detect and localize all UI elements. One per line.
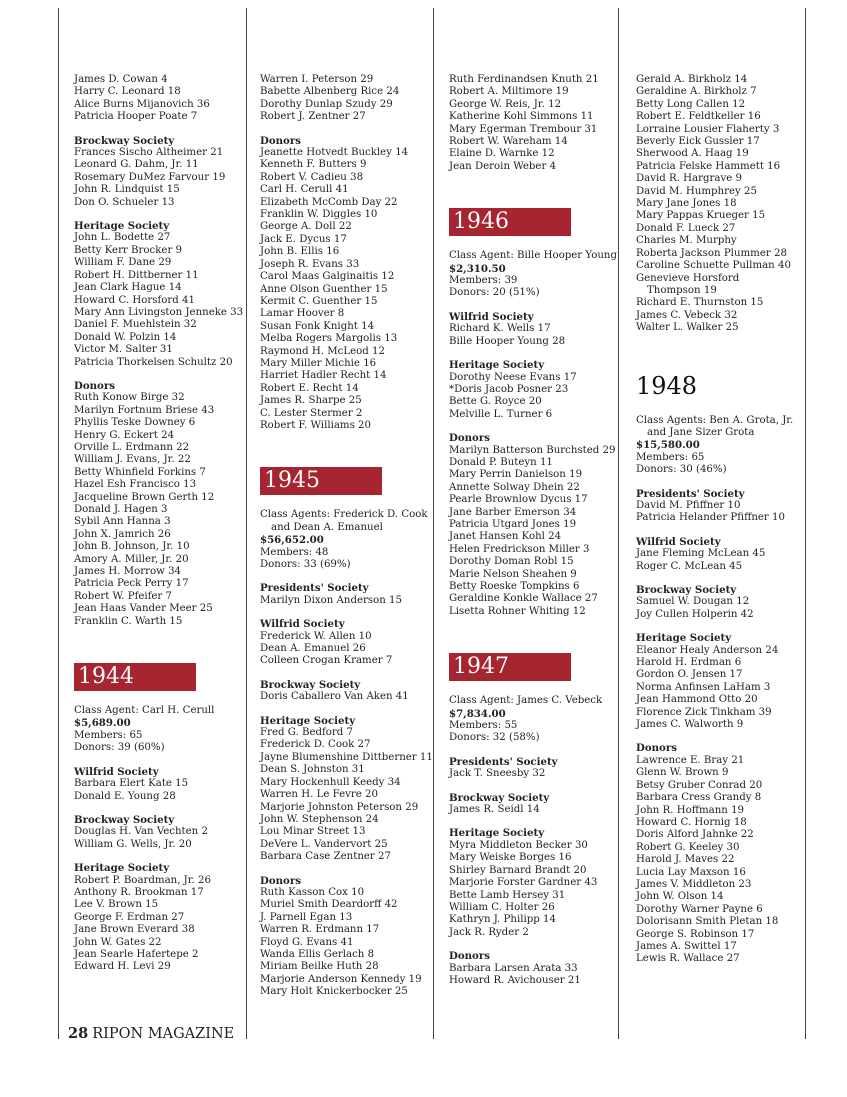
class-members-count: Members: 65 (636, 451, 705, 463)
donor-name: Carol Maas Galginaitis 12 (260, 271, 395, 283)
donor-name: John W. Olson 14 (636, 891, 724, 903)
donor-name: Geraldine A. Birkholz 7 (636, 86, 757, 98)
class-agent: Class Agent: Carl H. Cerull (74, 705, 215, 717)
donor-name: Melville L. Turner 6 (449, 408, 553, 420)
donor-name: Mary Egerman Trembour 31 (449, 123, 598, 135)
section-heading: Heritage Society (74, 862, 170, 875)
section-heading: Presidents' Society (260, 582, 369, 595)
donor-name: Wanda Ellis Gerlach 8 (260, 948, 375, 960)
donor-name: Orville L. Erdmann 22 (74, 441, 190, 453)
donor-name: James R. Sharpe 25 (260, 395, 362, 407)
donor-name: John B. Ellis 16 (260, 246, 340, 258)
donor-name: Howard R. Avichouser 21 (449, 974, 581, 986)
donor-name: Betsy Gruber Conrad 20 (636, 779, 763, 791)
donor-name: Raymond H. McLeod 12 (260, 345, 385, 357)
donor-name: Donald E. Young 28 (74, 790, 176, 802)
donor-name: Dorothy Dunlap Szudy 29 (260, 98, 393, 110)
donor-name: Mary Miller Michie 16 (260, 357, 377, 369)
donor-name: George W. Reis, Jr. 12 (449, 98, 562, 110)
donor-name: Franklin C. Warth 15 (74, 615, 183, 627)
donor-column-1 (74, 74, 243, 974)
section-heading: Donors (449, 950, 490, 963)
donor-name: Richard K. Wells 17 (449, 323, 551, 335)
donor-name: Rosemary DuMez Farvour 19 (74, 171, 226, 183)
donor-name: Bette G. Royce 20 (449, 396, 542, 408)
donor-name: William J. Evans, Jr. 22 (74, 454, 191, 466)
section-heading: Presidents' Society (449, 755, 558, 768)
donor-name: John W. Gates 22 (74, 936, 162, 948)
donor-name: Fred G. Bedford 7 (260, 727, 354, 739)
column-rule (246, 8, 247, 1039)
class-total-amount: $2,310.50 (449, 262, 506, 275)
donor-name: Janet Hansen Kohl 24 (449, 531, 562, 543)
donor-name: Frederick D. Cook 27 (260, 739, 371, 751)
donor-name: Patricia Thorkelsen Schultz 20 (74, 356, 233, 368)
donor-name: Caroline Schuette Pullman 40 (636, 260, 791, 272)
donor-name: Harold H. Erdman 6 (636, 657, 742, 669)
class-agent: Class Agents: Frederick D. Cook (260, 509, 428, 521)
donor-name: Carl H. Cerull 41 (260, 184, 349, 196)
section-heading: Donors (260, 134, 301, 147)
donor-name: Harry C. Leonard 18 (74, 86, 181, 98)
donor-name: William F. Dane 29 (74, 257, 172, 269)
donor-name: Barbara Larsen Arata 33 (449, 962, 578, 974)
class-total-amount: $5,689.00 (74, 717, 131, 730)
donor-name: Elizabeth McComb Day 22 (260, 196, 398, 208)
donor-name: John X. Jamrich 26 (74, 528, 171, 540)
donor-name: Robert H. Dittberner 11 (74, 269, 199, 281)
class-agent: and Jane Sizer Grota (647, 426, 755, 438)
class-total-amount: $56,652.00 (260, 534, 324, 547)
donor-name: John B. Johnson, Jr. 10 (74, 541, 190, 553)
donor-name: Betty Long Callen 12 (636, 98, 746, 110)
donor-name: Elaine D. Warnke 12 (449, 148, 555, 160)
donor-name: Robert E. Recht 14 (260, 382, 359, 394)
donor-name: Don O. Schueler 13 (74, 196, 175, 208)
donor-name: Richard E. Thurnston 15 (636, 297, 764, 309)
donor-name: Hazel Esh Francisco 13 (74, 479, 197, 491)
donor-name: Annette Solway Dhein 22 (449, 481, 580, 493)
donor-column-3 (449, 74, 617, 987)
donor-name: Patricia Peck Perry 17 (74, 578, 189, 590)
class-agent: Class Agent: Bille Hooper Young (449, 250, 618, 262)
class-total-amount: $7,834.00 (449, 707, 506, 720)
donor-name: Robert W. Wareham 14 (449, 136, 568, 148)
column-rule (433, 8, 434, 1039)
column-rule (805, 8, 806, 1039)
donor-name: Genevieve Horsford (636, 272, 740, 284)
donor-name: Betty Whinfield Forkins 7 (74, 466, 206, 478)
donor-name: Colleen Crogan Kramer 7 (260, 655, 393, 667)
section-heading: Heritage Society (449, 827, 545, 840)
donor-name: Lee V. Brown 15 (74, 899, 159, 911)
donor-name: Pearle Brownlow Dycus 17 (449, 494, 588, 506)
donor-name: Robert J. Zentner 27 (260, 111, 366, 123)
donor-name: Jane Fleming McLean 45 (636, 548, 766, 560)
donor-name: Sherwood A. Haag 19 (636, 148, 749, 160)
donor-name: Dorothy Neese Evans 17 (449, 371, 577, 383)
donor-name: John R. Hoffmann 19 (636, 804, 745, 816)
donor-name: Geraldine Konkle Wallace 27 (449, 593, 598, 605)
donor-name: Katherine Kohl Simmons 11 (449, 111, 594, 123)
donor-name: Roberta Jackson Plummer 28 (636, 247, 787, 259)
donor-name: Marilyn Batterson Burchsted 29 (449, 444, 616, 456)
donor-name: Thompson 19 (647, 284, 717, 296)
donor-name: Victor M. Salter 31 (74, 344, 173, 356)
donor-name: Barbara Case Zentner 27 (260, 851, 391, 863)
class-agent: Class Agent: James C. Vebeck (449, 695, 603, 707)
donor-name: *Doris Jacob Posner 23 (449, 383, 569, 395)
donor-name: Doris Caballero Van Aken 41 (260, 691, 409, 703)
page-footer (68, 1025, 234, 1042)
column-rule (58, 8, 59, 1039)
section-heading: Heritage Society (636, 632, 732, 645)
donor-name: Robert W. Pfeifer 7 (74, 590, 173, 602)
donor-name: Kermit C. Guenther 15 (260, 295, 378, 307)
donor-name: Mary Weiske Borges 16 (449, 852, 572, 864)
donor-name: Jack R. Ryder 2 (449, 926, 529, 938)
class-agent: Class Agents: Ben A. Grota, Jr. (636, 414, 794, 426)
donor-name: Anthony R. Brookman 17 (74, 886, 204, 898)
section-heading: Donors (449, 432, 490, 445)
donor-name: Jean Clark Hague 14 (74, 282, 182, 294)
donor-name: George S. Robinson 17 (636, 928, 755, 940)
donor-name: Lorraine Lousier Flaherty 3 (636, 123, 780, 135)
donor-name: Ruth Konow Birge 32 (74, 392, 185, 404)
donor-name: Anne Olson Guenther 15 (260, 283, 388, 295)
donor-name: James V. Middleton 23 (636, 878, 752, 890)
donor-name: Myra Middleton Becker 30 (449, 839, 588, 851)
donor-name: Dorothy Warner Payne 6 (636, 903, 763, 915)
donor-name: Jean Haas Vander Meer 25 (74, 603, 213, 615)
donor-name: Donald J. Hagen 3 (74, 504, 168, 515)
donor-name: Samuel W. Dougan 12 (636, 596, 750, 608)
donor-name: Charles M. Murphy (636, 235, 737, 247)
class-agent: and Dean A. Emanuel (271, 521, 383, 533)
donor-name: Joseph R. Evans 33 (260, 258, 360, 270)
donor-name: Warren H. Le Fevre 20 (260, 789, 379, 801)
donor-name: Jacqueline Brown Gerth 12 (74, 491, 215, 503)
donor-name: Lamar Hoover 8 (260, 308, 345, 320)
class-members-count: Members: 55 (449, 720, 518, 732)
donor-name: Helen Fredrickson Miller 3 (449, 543, 590, 555)
donor-name: Patricia Hooper Poate 7 (74, 111, 198, 123)
class-year-heading: 1947 (449, 653, 571, 681)
donor-name: Betty Kerr Brocker 9 (74, 244, 183, 256)
donor-name: George A. Doll 22 (260, 221, 352, 233)
donor-name: David M. Humphrey 25 (636, 185, 757, 197)
section-heading: Brockway Society (636, 584, 737, 596)
donor-name: Robert F. Williams 20 (260, 419, 372, 431)
donor-name: Donald F. Lueck 27 (636, 222, 736, 234)
donor-name: Marilyn Dixon Anderson 15 (260, 594, 403, 606)
donor-name: Robert V. Cadieu 38 (260, 171, 364, 183)
donor-name: Babette Albenberg Rice 24 (260, 86, 400, 98)
section-heading: Brockway Society (260, 678, 361, 691)
donor-name: Dolorisann Smith Pletan 18 (636, 916, 779, 928)
donor-name: Floyd G. Evans 41 (260, 936, 354, 948)
donor-name: Frederick W. Allen 10 (260, 630, 372, 642)
donor-name: Sybil Ann Hanna 3 (74, 516, 171, 528)
donor-name: Robert E. Feldtkeller 16 (636, 111, 761, 123)
donor-name: Mary Holt Knickerbocker 25 (260, 986, 408, 998)
column-rule (618, 8, 619, 1039)
donor-name: John L. Bodette 27 (74, 232, 171, 244)
donor-name: Kenneth F. Butters 9 (260, 159, 367, 171)
section-heading: Wilfrid Society (260, 618, 345, 631)
donor-name: Gerald A. Birkholz 14 (636, 74, 748, 85)
donor-name: Marie Nelson Sheahen 9 (449, 568, 577, 580)
donor-name: Jane Brown Everard 38 (74, 924, 195, 936)
section-heading: Donors (74, 379, 115, 392)
donor-name: James A. Swittel 17 (636, 940, 737, 952)
donor-name: Mary Jane Jones 18 (636, 198, 737, 210)
donor-name: Mary Hockenhull Keedy 34 (260, 776, 401, 788)
donor-name: Patricia Felske Hammett 16 (636, 160, 781, 172)
section-heading: Heritage Society (260, 714, 356, 727)
donor-name: Leonard G. Dahm, Jr. 11 (74, 159, 199, 171)
donor-name: Robert P. Boardman, Jr. 26 (74, 874, 211, 886)
donor-name: Miriam Beilke Huth 28 (260, 961, 379, 973)
donor-name: John R. Lindquist 15 (74, 184, 180, 196)
donor-name: Doris Alford Jahnke 22 (636, 829, 754, 841)
donor-name: Barbara Elert Kate 15 (74, 778, 189, 790)
donor-name: Alice Burns Mijanovich 36 (74, 98, 210, 110)
section-heading: Donors (636, 742, 677, 755)
donor-name: Marjorie Johnston Peterson 29 (260, 801, 419, 813)
donor-name: Dean A. Emanuel 26 (260, 643, 366, 655)
donor-name: C. Lester Stermer 2 (260, 407, 363, 419)
class-year-heading: 1948 (636, 371, 698, 400)
donor-name: Jean Searle Hafertepe 2 (74, 948, 199, 960)
donor-name: James D. Cowan 4 (74, 74, 168, 85)
section-heading: Wilfrid Society (636, 535, 721, 548)
donor-name: Bille Hooper Young 28 (449, 335, 566, 347)
class-year-heading: 1944 (74, 663, 196, 691)
section-heading: Brockway Society (449, 791, 550, 804)
donor-name: Ruth Kasson Cox 10 (260, 886, 365, 898)
donor-name: Jack T. Sneesby 32 (449, 768, 546, 780)
donor-name: Howard C. Hornig 18 (636, 816, 747, 828)
donor-name: Harriet Hadler Recht 14 (260, 370, 387, 382)
donor-name: Patricia Utgard Jones 19 (449, 518, 577, 530)
donor-name: Marjorie Anderson Kennedy 19 (260, 973, 422, 985)
donor-name: Jayne Blumenshine Dittberner 11 (260, 751, 433, 763)
class-donors-count: Donors: 20 (51%) (449, 287, 540, 299)
donor-name: Donald W. Polzin 14 (74, 331, 177, 343)
donor-name: J. Parnell Egan 13 (260, 911, 353, 923)
donor-name: William G. Wells, Jr. 20 (74, 838, 192, 850)
class-members-count: Members: 65 (74, 729, 143, 741)
donor-name: Jeanette Hotvedt Buckley 14 (260, 147, 409, 159)
donor-name: Barbara Cress Grandy 8 (636, 792, 762, 804)
donor-name: Gordon O. Jensen 17 (636, 669, 743, 681)
donor-name: Glenn W. Brown 9 (636, 767, 729, 779)
donor-name: Beverly Eick Gussler 17 (636, 136, 760, 148)
donor-column-4 (636, 74, 793, 966)
donor-name: Roger C. McLean 45 (636, 560, 743, 572)
donor-name: John W. Stephenson 24 (260, 813, 379, 825)
donor-name: Norma Anfinsen LaHam 3 (636, 681, 771, 693)
donor-name: James H. Morrow 34 (74, 566, 182, 578)
class-members-count: Members: 39 (449, 275, 518, 287)
donor-name: Joy Cullen Holperin 42 (636, 608, 754, 620)
donor-name: Mary Pappas Krueger 15 (636, 210, 766, 222)
donor-name: Mary Perrin Danielson 19 (449, 469, 583, 481)
donor-name: Robert A. Miltimore 19 (449, 86, 569, 98)
donor-name: Warren I. Peterson 29 (260, 74, 374, 85)
donor-name: Melba Rogers Margolis 13 (260, 333, 398, 345)
donor-name: Harold J. Maves 22 (636, 854, 735, 866)
donor-name: James R. Seidl 14 (449, 804, 540, 816)
class-year-heading: 1945 (260, 467, 382, 495)
donor-name: Lou Minar Street 13 (260, 826, 366, 838)
donor-name: Jack E. Dycus 17 (260, 233, 347, 245)
donor-name: William C. Holter 26 (449, 901, 555, 913)
class-donors-count: Donors: 30 (46%) (636, 464, 727, 476)
class-members-count: Members: 48 (260, 546, 329, 558)
class-total-amount: $15,580.00 (636, 439, 700, 452)
donor-name: Eleanor Healy Anderson 24 (636, 644, 779, 656)
donor-name: Jean Deroin Weber 4 (449, 160, 557, 172)
section-heading: Wilfrid Society (74, 765, 159, 778)
donor-name: Betty Roeske Tompkins 6 (449, 581, 580, 592)
donor-name: Marilyn Fortnum Briese 43 (74, 404, 215, 416)
donor-name: Jean Hammond Otto 20 (636, 694, 758, 706)
donor-name: Henry G. Eckert 24 (74, 429, 175, 441)
donor-name: James C. Walworth 9 (636, 719, 744, 731)
class-year-heading: 1946 (449, 208, 571, 236)
donor-name: Walter L. Walker 25 (636, 322, 739, 334)
section-heading: Wilfrid Society (449, 310, 534, 323)
section-heading: Heritage Society (449, 359, 545, 372)
donor-name: Shirley Barnard Brandt 20 (449, 864, 587, 876)
donor-name: Bette Lamb Hersey 31 (449, 889, 566, 901)
donor-name: Franklin W. Diggles 10 (260, 209, 378, 221)
donor-name: Marjorie Forster Gardner 43 (449, 877, 598, 889)
section-heading: Brockway Society (74, 813, 175, 826)
donor-name: Edward H. Levi 29 (74, 961, 171, 973)
section-heading: Presidents' Society (636, 487, 745, 500)
class-donors-count: Donors: 32 (58%) (449, 732, 540, 744)
donor-name: Lewis R. Wallace 27 (636, 953, 740, 965)
section-heading: Brockway Society (74, 134, 175, 147)
donor-name: Mary Ann Livingston Jenneke 33 (74, 306, 244, 318)
donor-name: Warren R. Erdmann 17 (260, 924, 380, 936)
donor-column-2 (260, 74, 433, 999)
donor-name: Daniel F. Muehlstein 32 (74, 319, 197, 331)
donor-name: David M. Pfiffner 10 (636, 499, 741, 511)
donor-name: Dorothy Doman Robl 15 (449, 556, 574, 568)
class-donors-count: Donors: 39 (60%) (74, 742, 165, 754)
donor-name: Jane Barber Emerson 34 (449, 506, 577, 518)
donor-name: Amory A. Miller, Jr. 20 (74, 553, 189, 565)
donor-name: Douglas H. Van Vechten 2 (74, 826, 208, 838)
donor-name: Florence Zick Tinkham 39 (636, 706, 772, 718)
donor-name: David R. Hargrave 9 (636, 173, 742, 185)
magazine-title: RIPON MAGAZINE (92, 1026, 235, 1042)
donor-name: Muriel Smith Deardorff 42 (260, 899, 398, 911)
class-donors-count: Donors: 33 (69%) (260, 559, 351, 570)
donor-name: DeVere L. Vandervort 25 (260, 838, 388, 850)
page-number: 28 (68, 1025, 89, 1042)
donor-name: Dean S. Johnston 31 (260, 764, 365, 776)
section-heading: Heritage Society (74, 220, 170, 233)
donor-name: Robert G. Keeley 30 (636, 841, 740, 853)
donor-name: George F. Erdman 27 (74, 911, 185, 923)
donor-name: Howard C. Horsford 41 (74, 294, 195, 306)
donor-name: Lisetta Rohner Whiting 12 (449, 605, 586, 617)
donor-name: Phyllis Teske Downey 6 (74, 417, 196, 429)
donor-name: Donald P. Buteyn 11 (449, 456, 553, 468)
donor-name: Kathryn J. Philipp 14 (449, 914, 556, 926)
donor-name: Lucia Lay Maxson 16 (636, 866, 746, 878)
donor-name: Lawrence E. Bray 21 (636, 754, 745, 766)
donor-name: James C. Vebeck 32 (636, 309, 738, 321)
donor-name: Patricia Helander Pfiffner 10 (636, 512, 785, 524)
donor-name: Susan Fonk Knight 14 (260, 320, 375, 332)
donor-name: Ruth Ferdinandsen Knuth 21 (449, 74, 599, 85)
donor-name: Frances Sischo Altheimer 21 (74, 147, 224, 159)
section-heading: Donors (260, 874, 301, 887)
